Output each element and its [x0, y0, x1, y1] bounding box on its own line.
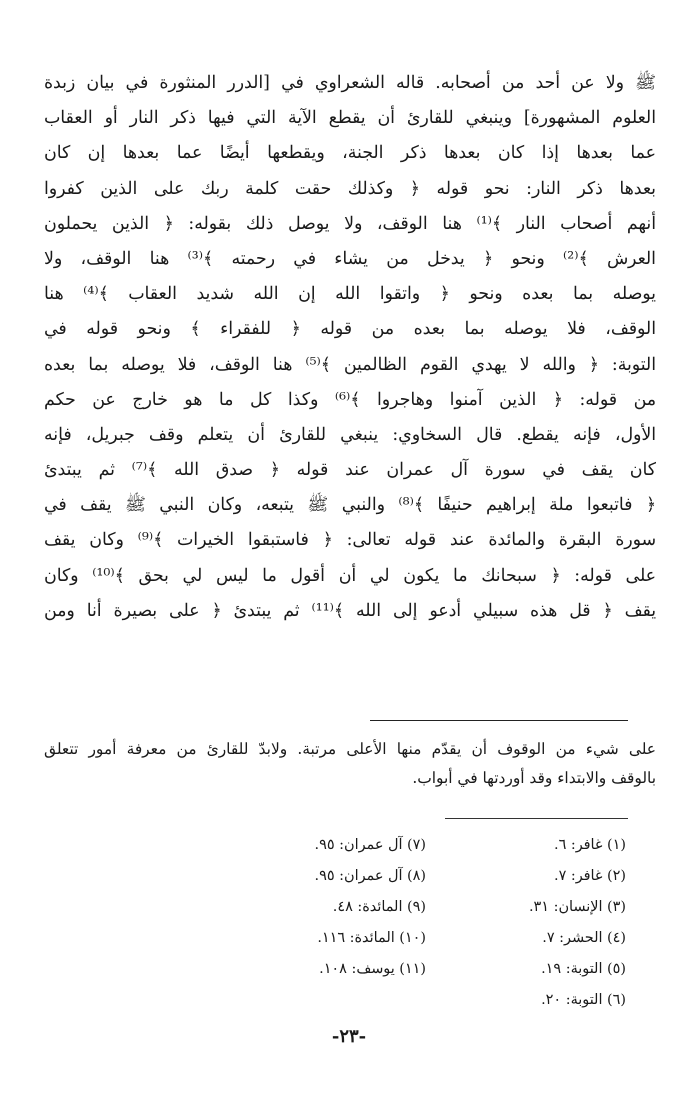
footnote-row — [226, 985, 626, 1016]
text-line: العرش ﴾⁽²⁾ ونحو ﴿ يدخل من يشاء في رحمته ﴾⁽³⁾ هنا الوقف، ولا — [44, 248, 656, 269]
footnote-item — [226, 985, 426, 1016]
footnote-item: (٧) آل عمران: ٩٥. — [314, 837, 426, 853]
text-line: ﴿ فاتبعوا ملة إبراهيم حنيفًا ﴾⁽⁸⁾ والنبي ﷺ يتبعه، وكان النبي ﷺ يقف في — [44, 495, 656, 516]
footnote-item: (٨) آل عمران: ٩٥. — [314, 868, 426, 884]
text-line: التوبة: ﴿ والله لا يهدي القوم الظالمين ﴾⁽⁵⁾ هنا الوقف، فلا يوصله بما بعده — [44, 354, 656, 375]
text-line: يوصله بما بعده ونحو ﴿ واتقوا الله إن الله شديد العقاب ﴾⁽⁴⁾ هنا — [44, 284, 656, 305]
footnote-row — [226, 830, 626, 861]
footnote-row — [226, 923, 626, 954]
footnote-item: (١) غافر: ٦. — [553, 837, 626, 853]
text-line: الوقف، فلا يوصله بما بعده من قوله ﴿ للفقراء ﴾ ونحو قوله في — [44, 319, 656, 340]
text-line: كان يقف في سورة آل عمران عند قوله ﴿ صدق الله ﴾⁽⁷⁾ ثم يبتدئ — [44, 460, 656, 481]
footnote-item: (٤) الحشر: ٧. — [542, 930, 626, 946]
footnote-item: (٣) الإنسان: ٣١. — [528, 899, 626, 915]
text-line: العلوم المشهورة] وينبغي للقارئ أن يقطع الآية التي فيها ذكر النار أو العقاب — [44, 108, 656, 129]
footnote-item: (٦) التوبة: ٢٠. — [541, 992, 626, 1008]
footnote-item: (٥) التوبة: ١٩. — [541, 961, 626, 977]
footnote-row — [226, 954, 626, 985]
text-line: الأول، فإنه يقطع. قال السخاوي: ينبغي للقارئ أن يتعلم وقف جبريل، فإنه — [44, 424, 656, 445]
separator-rule — [370, 720, 628, 721]
footnote-separator — [445, 818, 628, 819]
note-line: على شيء من الوقوف أن يقدّم منها الأعلى مرتبة. ولابدّ للقارئ من معرفة أمور تتعلق — [44, 740, 656, 758]
text-line: على قوله: ﴿ سبحانك ما يكون لي أن أقول ما ليس لي بحق ﴾⁽¹⁰⁾ وكان — [44, 565, 656, 586]
text-line: أنهم أصحاب النار ﴾⁽¹⁾ هنا الوقف، ولا يوصل ذلك بقوله: ﴿ الذين يحملون — [44, 213, 656, 234]
footnote-item: (٩) المائدة: ٤٨. — [332, 899, 426, 915]
text-line: عما بعدها إذا كان بعدها ذكر الجنة، ويقطعها أيضًا عما بعدها إن كان — [44, 143, 656, 164]
text-line: ﷺ ولا عن أحد من أصحابه. قاله الشعراوي في [الدرر المنثورة في بيان زبدة — [44, 73, 656, 93]
footnote-item: (١١) يوسف: ١٠٨. — [319, 961, 426, 977]
footnote-item: (١٠) المائدة: ١١٦. — [317, 930, 426, 946]
main-text — [44, 66, 656, 629]
text-line: بعدها ذكر النار: نحو قوله ﴿ وكذلك حقت كلمة ربك على الذين كفروا — [44, 178, 656, 199]
continued-footnote — [44, 735, 656, 793]
footnotes-list — [226, 830, 626, 1016]
note-line: بالوقف والابتداء وقد أوردتها في أبواب. — [412, 769, 656, 787]
text-line: سورة البقرة والمائدة عند قوله تعالى: ﴿ فاستبقوا الخيرات ﴾⁽⁹⁾ وكان يقف — [44, 530, 656, 551]
page-number: -٢٣- — [331, 1026, 367, 1047]
footnote-row — [226, 861, 626, 892]
footnote-row — [226, 892, 626, 923]
text-line: من قوله: ﴿ الذين آمنوا وهاجروا ﴾⁽⁶⁾ وكذا كل ما هو خارج عن حكم — [44, 389, 656, 410]
footnote-item: (٢) غافر: ٧. — [553, 868, 626, 884]
text-line: يقف ﴿ قل هذه سبيلي أدعو إلى الله ﴾⁽¹¹⁾ ثم يبتدئ ﴿ على بصيرة أنا ومن — [44, 600, 656, 621]
